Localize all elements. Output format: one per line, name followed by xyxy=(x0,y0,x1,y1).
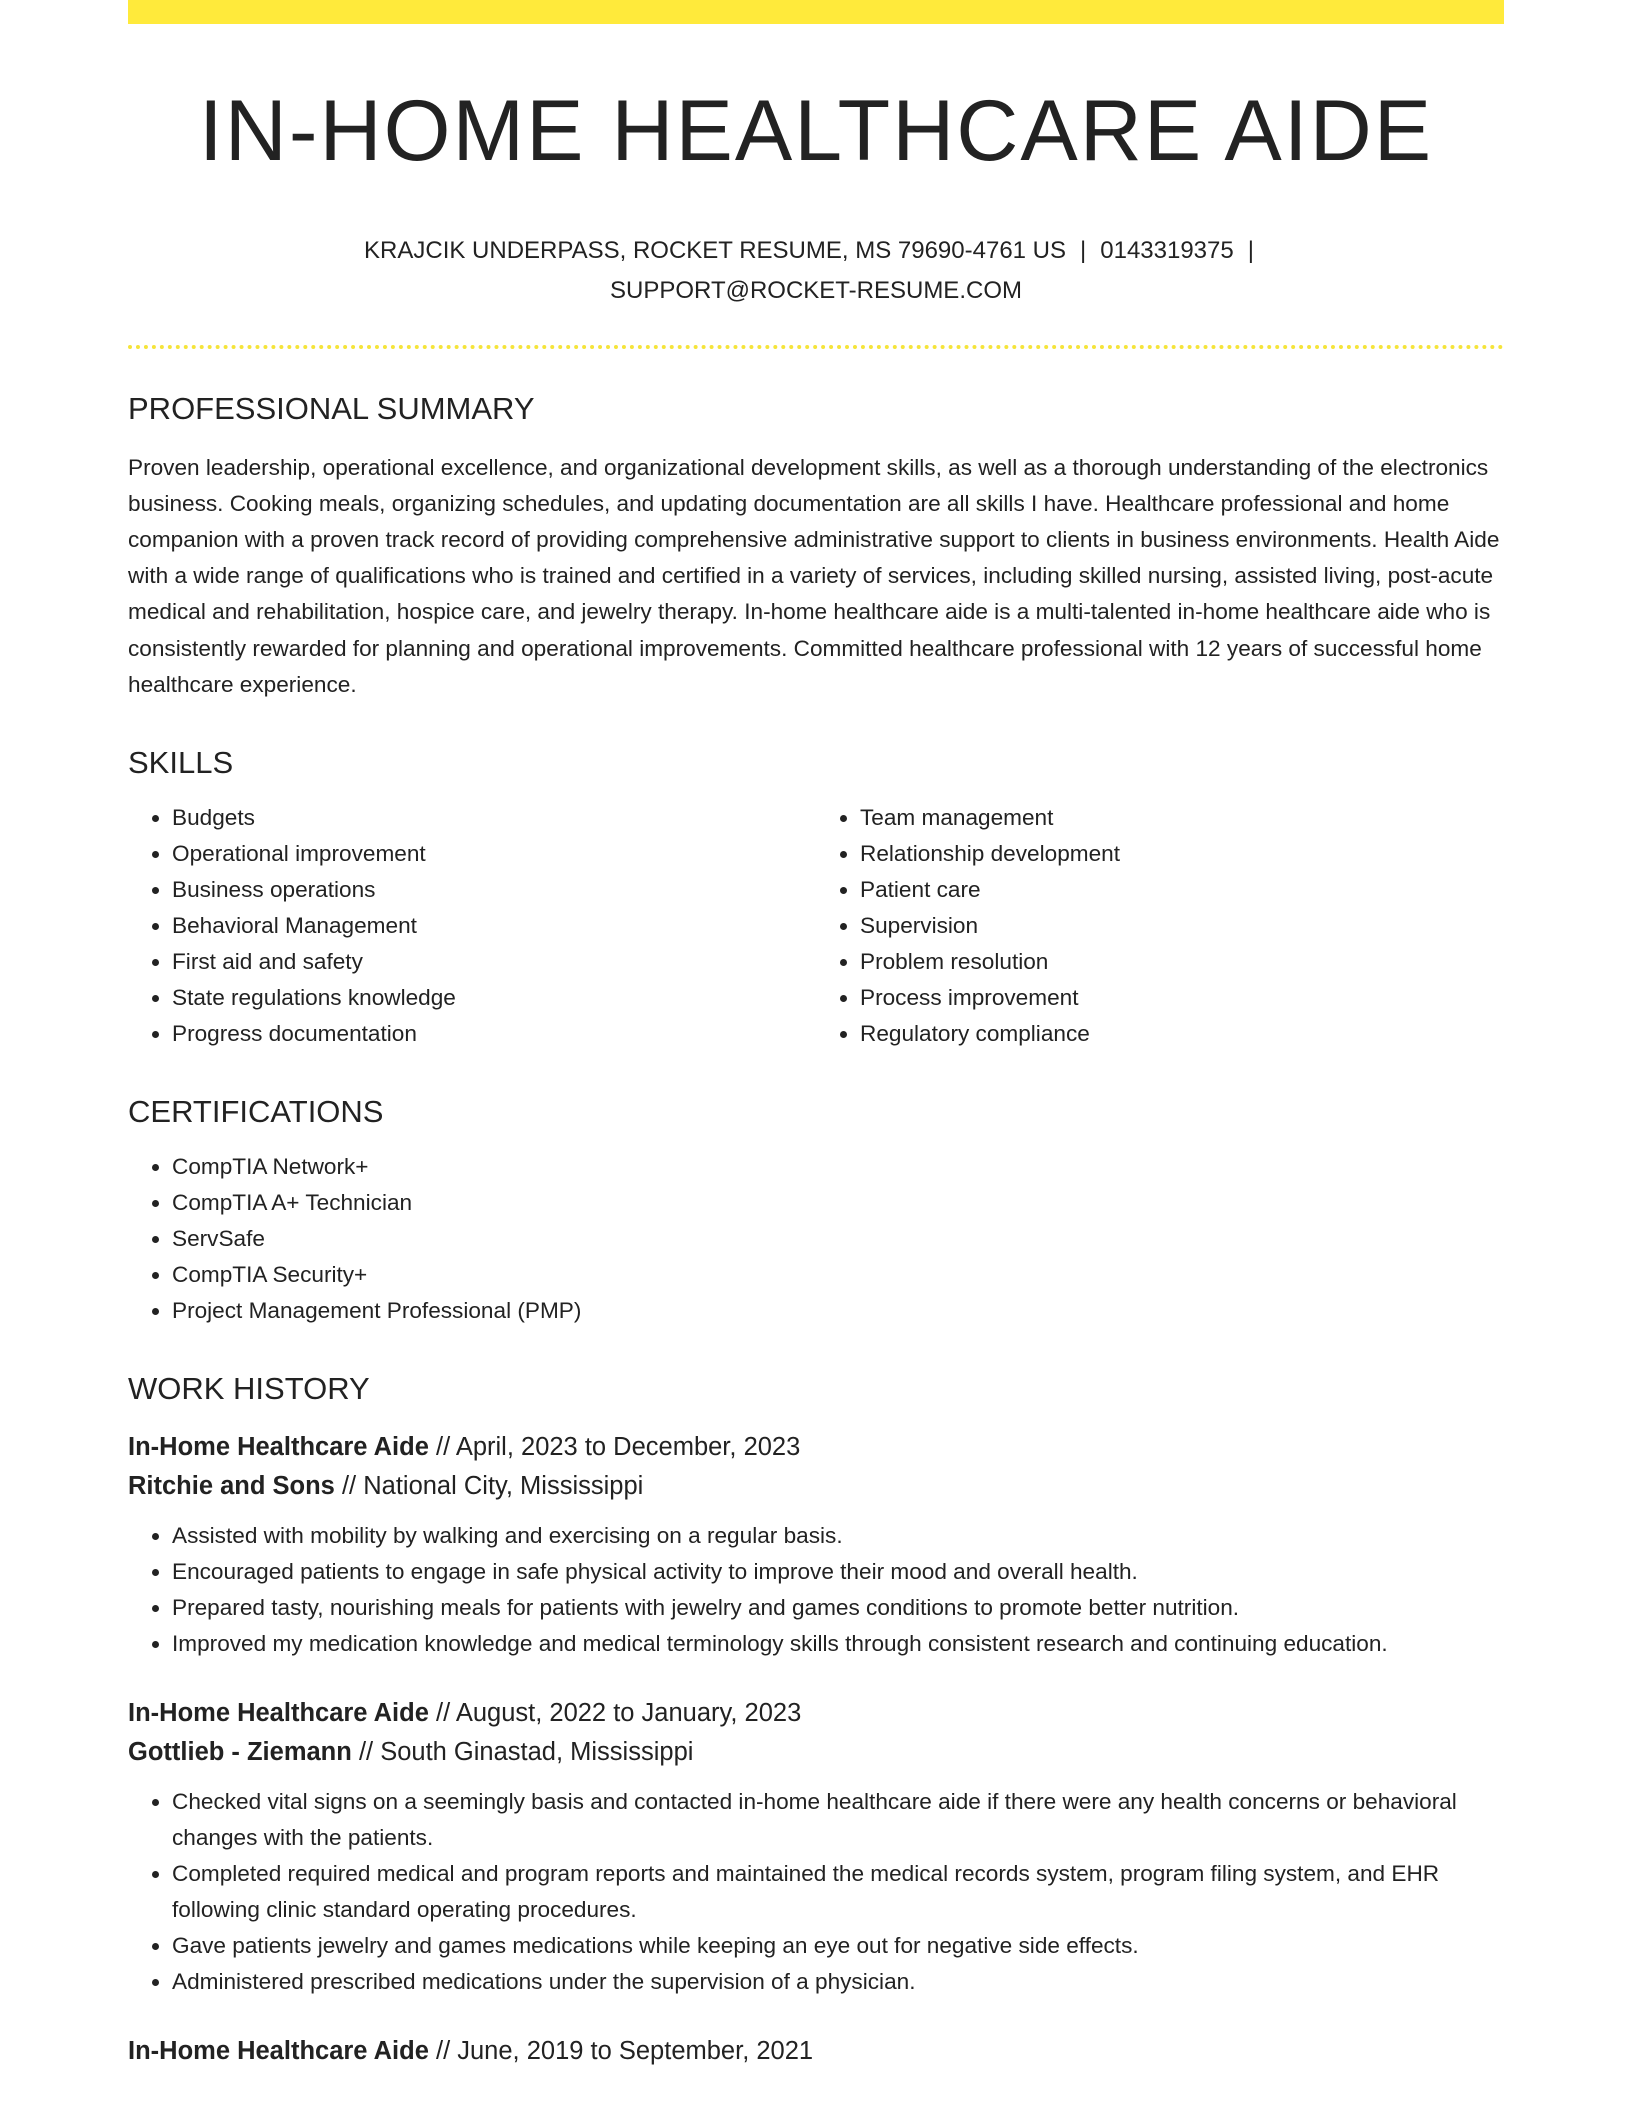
skill-item: • Progress documentation xyxy=(172,1016,816,1052)
certification-item: • ServSafe xyxy=(172,1221,1504,1257)
contact-address: KRAJCIK UNDERPASS, ROCKET RESUME, MS 79690-4761 US xyxy=(364,236,1067,264)
job-role: In-Home Healthcare Aide xyxy=(128,1433,429,1462)
top-accent-bar xyxy=(128,0,1504,24)
certification-item: • CompTIA Network+ xyxy=(172,1149,1504,1185)
skill-item: • First aid and safety xyxy=(172,944,816,980)
contact-separator: | xyxy=(1247,236,1254,264)
skills-column-left xyxy=(128,800,816,1052)
skill-item: • Supervision xyxy=(860,908,1504,944)
skill-item: • Relationship development xyxy=(860,836,1504,872)
skill-item: • Behavioral Management xyxy=(172,908,816,944)
header-divider xyxy=(128,345,1504,349)
job-bullet: • Assisted with mobility by walking and exercising on a regular basis. xyxy=(172,1518,1504,1554)
certification-item: • Project Management Professional (PMP) xyxy=(172,1293,1504,1329)
skill-item: • Regulatory compliance xyxy=(860,1016,1504,1052)
skill-item: • Problem resolution xyxy=(860,944,1504,980)
job-bullet: • Encouraged patients to engage in safe physical activity to improve their mood and overall health. xyxy=(172,1554,1504,1590)
job-bullet: • Completed required medical and program reports and maintained the medical records system, program filing system, and EHR following clinic standard operating procedures. xyxy=(172,1856,1504,1928)
contact-separator: | xyxy=(1080,236,1087,264)
certifications-list xyxy=(128,1149,1504,1329)
resume-page xyxy=(128,0,1504,2071)
skill-item: • Team management xyxy=(860,800,1504,836)
job-role: In-Home Healthcare Aide xyxy=(128,1699,429,1728)
skills-heading: SKILLS xyxy=(128,745,234,781)
job-bullet: • Improved my medication knowledge and medical terminology skills through consistent research and continuing education. xyxy=(172,1626,1504,1662)
work-history-heading: WORK HISTORY xyxy=(128,1371,370,1407)
summary-heading: PROFESSIONAL SUMMARY xyxy=(128,390,535,426)
job-location: // National City, Mississippi xyxy=(341,1472,644,1501)
summary-text: Proven leadership, operational excellence, and organizational development skills, as well as a thorough understanding of the electronics business. Cooking meals, organizing schedules, and updating documentation are all skills I have. Healthcare professional and home companion with a proven track record of providing comprehensive administrative support to clients in business environments. Health Aide with a wide range of qualifications who is trained and certified in a variety of services, including skilled nursing, assisted living, post-acute medical and rehabilitation, hospice care, and jewelry therapy. In-home healthcare aide is a multi-talented in-home healthcare aide who is consistently rewarded for planning and operational improvements. Committed healthcare professional with 12 years of successful home healthcare experience. xyxy=(128,454,1500,697)
contact-email: SUPPORT@ROCKET-RESUME.COM xyxy=(610,276,1022,304)
job-bullets xyxy=(128,1784,1504,2000)
job-header xyxy=(128,1428,1504,1506)
job-dates: // June, 2019 to September, 2021 xyxy=(435,2037,814,2066)
job-dates: // August, 2022 to January, 2023 xyxy=(435,1699,802,1728)
skill-item: • Patient care xyxy=(860,872,1504,908)
resume-title: IN-HOME HEALTHCARE AIDE xyxy=(198,83,1434,179)
job-header xyxy=(128,2032,1504,2071)
job-header xyxy=(128,1694,1504,1772)
skill-item: • Business operations xyxy=(172,872,816,908)
skills-list xyxy=(128,800,1504,1052)
certifications-heading: CERTIFICATIONS xyxy=(128,1094,384,1130)
job-company: Ritchie and Sons xyxy=(128,1472,335,1501)
job-bullet: • Administered prescribed medications under the supervision of a physician. xyxy=(172,1964,1504,2000)
job-location: // South Ginastad, Mississippi xyxy=(358,1738,694,1767)
skill-item: • Operational improvement xyxy=(172,836,816,872)
certification-item: • CompTIA A+ Technician xyxy=(172,1185,1504,1221)
job-entry xyxy=(128,2032,1504,2071)
skill-item: • Budgets xyxy=(172,800,816,836)
skills-column-right xyxy=(816,800,1504,1052)
job-dates: // April, 2023 to December, 2023 xyxy=(435,1433,801,1462)
job-bullet: • Gave patients jewelry and games medications while keeping an eye out for negative side effects. xyxy=(172,1928,1504,1964)
job-entry xyxy=(128,1694,1504,2000)
job-company: Gottlieb - Ziemann xyxy=(128,1738,352,1767)
skill-item: • State regulations knowledge xyxy=(172,980,816,1016)
job-role: In-Home Healthcare Aide xyxy=(128,2037,429,2066)
contact-info xyxy=(128,231,1504,311)
contact-phone: 0143319375 xyxy=(1100,236,1234,264)
skill-item: • Process improvement xyxy=(860,980,1504,1016)
job-bullet: • Checked vital signs on a seemingly basis and contacted in-home healthcare aide if there were any health concerns or behavioral changes with the patients. xyxy=(172,1784,1504,1856)
certification-item: • CompTIA Security+ xyxy=(172,1257,1504,1293)
job-bullets xyxy=(128,1518,1504,1662)
job-entry xyxy=(128,1428,1504,1662)
job-bullet: • Prepared tasty, nourishing meals for patients with jewelry and games conditions to promote better nutrition. xyxy=(172,1590,1504,1626)
